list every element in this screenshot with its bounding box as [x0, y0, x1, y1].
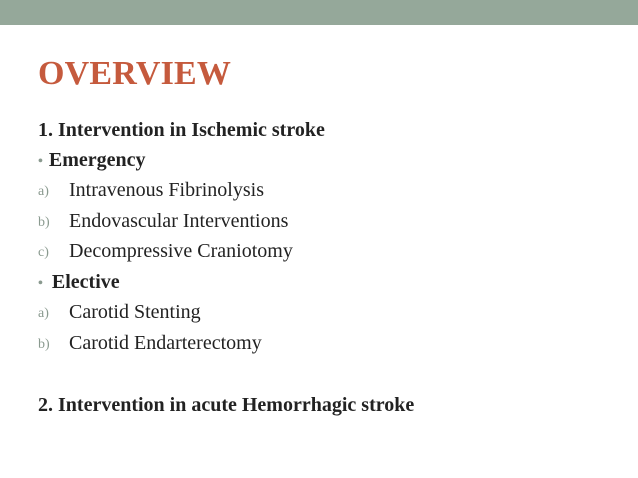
list-marker: b): [38, 337, 50, 352]
list-marker: a): [38, 306, 49, 321]
slide-title: OVERVIEW: [38, 55, 232, 92]
list-marker: a): [38, 184, 49, 199]
craniotomy-label: Decompressive Craniotomy: [69, 240, 293, 262]
fibrinolysis-label: Intravenous Fibrinolysis: [69, 179, 264, 201]
endovascular-label: Endovascular Interventions: [69, 210, 289, 232]
elective-item: [38, 270, 120, 296]
endovascular-item: [38, 209, 288, 235]
endarterectomy-item: [38, 331, 262, 357]
emergency-label: Emergency: [48, 149, 146, 171]
craniotomy-item: [38, 239, 293, 265]
fibrinolysis-item: [38, 178, 264, 204]
list-marker: b): [38, 215, 50, 230]
bullet-marker: •: [38, 154, 43, 169]
ischemic-heading: 1. Intervention in Ischemic stroke: [38, 119, 325, 141]
top-accent-bar: [0, 0, 638, 25]
emergency-item: [38, 148, 146, 174]
bullet-marker: •: [38, 276, 43, 291]
stenting-item: [38, 300, 201, 326]
list-marker: c): [38, 245, 49, 260]
stenting-label: Carotid Stenting: [69, 301, 201, 323]
hemorrhagic-heading: 2. Intervention in acute Hemorrhagic stroke: [38, 394, 415, 416]
endarterectomy-label: Carotid Endarterectomy: [69, 332, 262, 354]
elective-label: Elective: [51, 271, 120, 293]
